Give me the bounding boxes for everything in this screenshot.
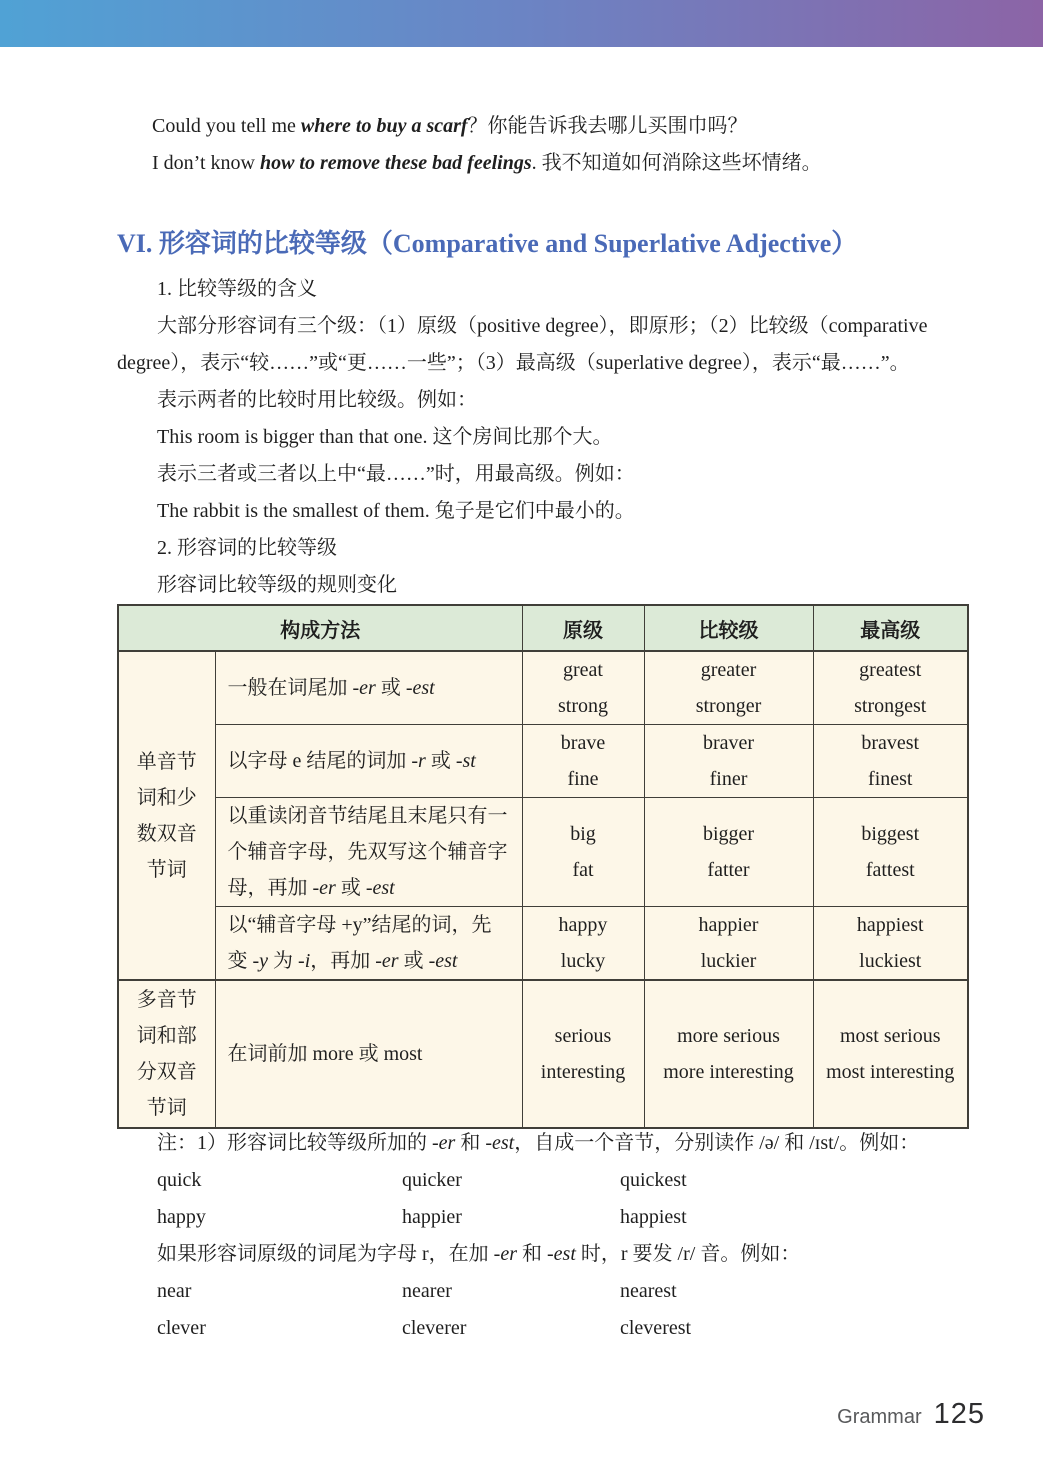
table-row (118, 907, 968, 981)
table-row (118, 798, 968, 907)
word-example: fine (567, 768, 599, 790)
word-example: most interesting (826, 1061, 955, 1083)
method-cell: 以“辅音字母 +y”结尾的词，先变 -y 为 -i，再加 -er 或 -est (215, 907, 522, 981)
group-cell-monosyllable (118, 651, 215, 980)
word-example-row (117, 1162, 967, 1199)
word-example: strongest (854, 695, 927, 717)
word-example: finer (709, 768, 748, 790)
word-example: stronger (695, 695, 762, 717)
page-number: 125 (933, 1398, 985, 1430)
method-cell: 以重读闭音节结尾且末尾只有一个辅音字母，先双写这个辅音字母，再加 -er 或 -est (215, 798, 522, 907)
comparative-cell (644, 980, 813, 1128)
col-header-positive: 原级 (522, 605, 644, 651)
body-line: 大部分形容词有三个级：（1）原级（positive degree），即原形；（2）比较级（comparative (157, 315, 928, 337)
word-example: luckier (700, 950, 757, 972)
word-example: great (563, 659, 603, 681)
example-sentence: Could you tell me where to buy a scarf？你能告诉我去哪儿买围巾吗？ (152, 115, 748, 137)
method-cell: 以字母 e 结尾的词加 -r 或 -st (215, 725, 522, 798)
word-example: fat (572, 859, 594, 881)
word-example: fattest (865, 859, 915, 881)
notes-section (117, 1125, 967, 1347)
body-line: 形容词比较等级的规则变化 (157, 574, 397, 596)
page-footer (837, 1398, 985, 1431)
method-cell: 在词前加 more 或 most (215, 980, 522, 1128)
word-example: greater (700, 659, 757, 681)
word-example: happiest (620, 1206, 687, 1228)
word-example: near (157, 1280, 192, 1302)
word-example-row (117, 1199, 967, 1236)
note-line: 注：1）形容词比较等级所加的 -er 和 -est，自成一个音节，分别读作 /ə/ 和 /ɪst/。例如： (157, 1132, 920, 1154)
body-line: The rabbit is the smallest of them. 兔子是它们中最小的。 (157, 500, 635, 522)
word-example: happy (157, 1206, 206, 1228)
body-line: 表示两者的比较时用比较级。例如： (157, 389, 477, 411)
body-line: 表示三者或三者以上中“最……”时，用最高级。例如： (157, 463, 635, 485)
word-example: big (570, 823, 596, 845)
superlative-cell (813, 651, 968, 725)
word-example: bigger (702, 823, 755, 845)
word-example: braver (702, 732, 755, 754)
superlative-cell (813, 798, 968, 907)
word-example: happy (558, 914, 608, 936)
word-example: more serious (677, 1025, 780, 1047)
word-example: strong (558, 695, 608, 717)
body-line: 1. 比较等级的含义 (157, 278, 317, 300)
comparison-rules-table (117, 604, 969, 1129)
comparative-cell (644, 907, 813, 981)
word-example: nearer (402, 1280, 452, 1302)
word-example-row (117, 1310, 967, 1347)
method-cell: 一般在词尾加 -er 或 -est (215, 651, 522, 725)
positive-cell (522, 798, 644, 907)
note-line: 如果形容词原级的词尾为字母 r，在加 -er 和 -est 时，r 要发 /r/ 音。例如： (157, 1243, 801, 1265)
superlative-cell (813, 980, 968, 1128)
word-example: most serious (839, 1025, 941, 1047)
example-sentences (152, 108, 822, 182)
body-paragraphs (117, 271, 967, 604)
word-example: happiest (856, 914, 924, 936)
word-example: serious (554, 1025, 612, 1047)
body-line: This room is bigger than that one. 这个房间比那个大。 (157, 426, 613, 448)
word-example: more interesting (663, 1061, 794, 1083)
word-example: happier (698, 914, 759, 936)
table-row (118, 725, 968, 798)
superlative-cell (813, 907, 968, 981)
word-example: greatest (859, 659, 922, 681)
group-label: 单音节词和少数双音节词 (136, 750, 197, 881)
comparative-cell (644, 651, 813, 725)
superlative-cell (813, 725, 968, 798)
table-row (118, 980, 968, 1128)
word-example: clever (157, 1317, 206, 1339)
word-example: brave (560, 732, 606, 754)
word-example: lucky (560, 950, 606, 972)
section-heading: VI. 形容词的比较等级（Comparative and Superlative Adjective） (117, 229, 858, 258)
word-example: finest (868, 768, 913, 790)
word-example: cleverer (402, 1317, 467, 1339)
table-header-row (118, 605, 968, 651)
word-example: quick (157, 1169, 202, 1191)
group-label: 多音节词和部分双音节词 (136, 989, 197, 1119)
footer-section-label: Grammar (837, 1406, 922, 1428)
positive-cell (522, 907, 644, 981)
body-line: degree），表示“较……”或“更……一些”；（3）最高级（superlative degree），表示“最……”。 (117, 352, 910, 374)
positive-cell (522, 651, 644, 725)
word-example: fatter (707, 859, 750, 881)
word-example-row (117, 1273, 967, 1310)
comparative-cell (644, 798, 813, 907)
header-gradient-bar (0, 0, 1043, 47)
group-cell-polysyllable (118, 980, 215, 1128)
word-example: nearest (620, 1280, 677, 1302)
col-header-method: 构成方法 (118, 605, 522, 651)
comparative-cell (644, 725, 813, 798)
body-line: 2. 形容词的比较等级 (157, 537, 337, 559)
word-example: cleverest (620, 1317, 692, 1339)
word-example: luckiest (859, 950, 922, 972)
word-example: quicker (402, 1169, 462, 1191)
positive-cell (522, 725, 644, 798)
col-header-comparative: 比较级 (644, 605, 813, 651)
word-example: interesting (540, 1061, 626, 1083)
word-example: quickest (620, 1169, 687, 1191)
table-row (118, 651, 968, 725)
example-sentence: I don’t know how to remove these bad feelings. 我不知道如何消除这些坏情绪。 (152, 152, 822, 174)
col-header-superlative: 最高级 (813, 605, 968, 651)
word-example: bravest (861, 732, 920, 754)
word-example: happier (402, 1206, 462, 1228)
word-example: biggest (861, 823, 920, 845)
positive-cell (522, 980, 644, 1128)
